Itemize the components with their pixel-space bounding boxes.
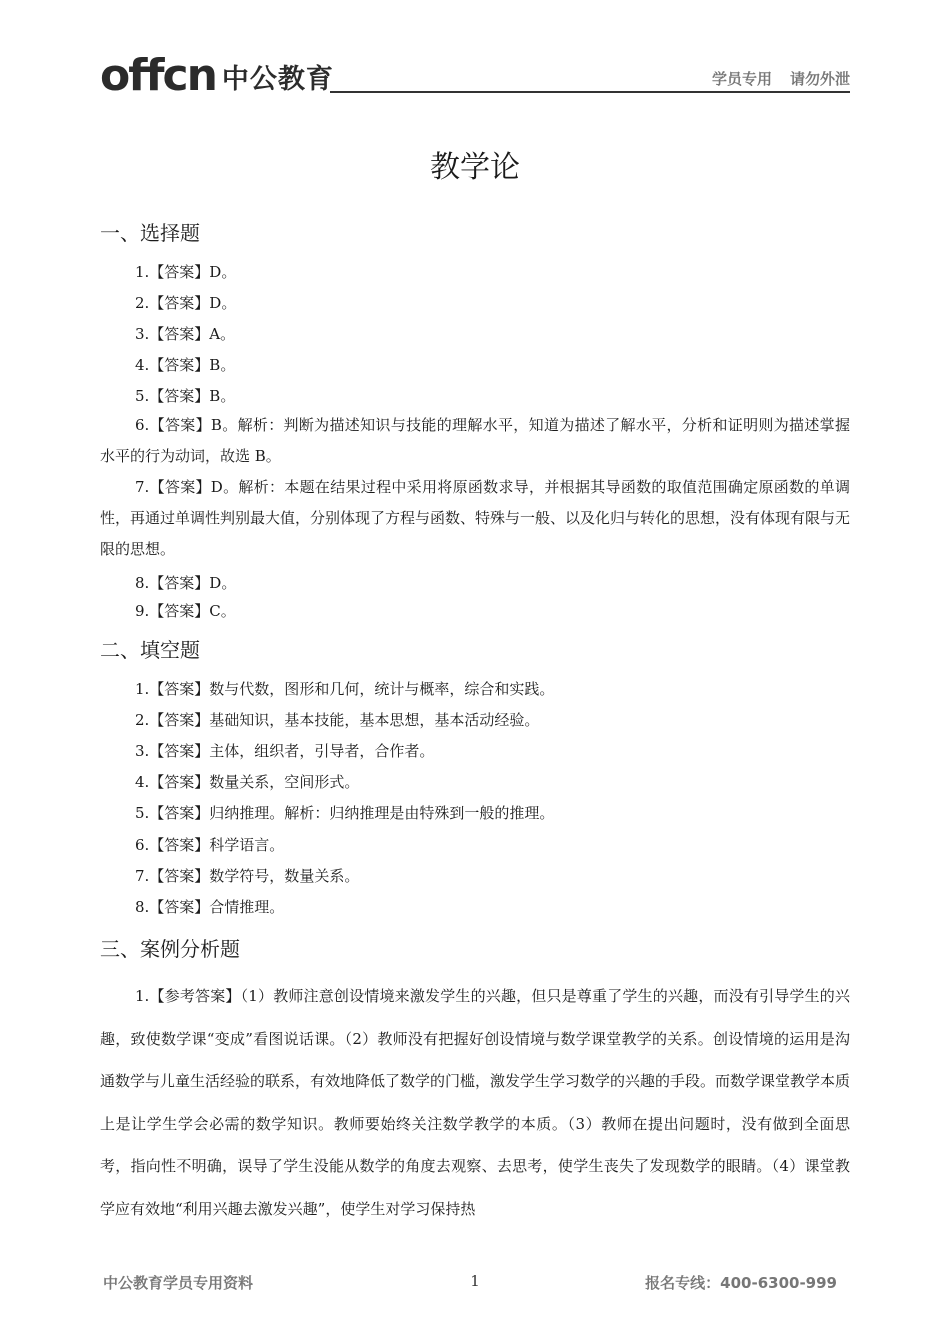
answer-line: 3.【答案】主体，组织者，引导者，合作者。: [135, 742, 435, 760]
logo-wordmark: offcn: [100, 50, 216, 101]
page-title: 教学论: [430, 150, 520, 185]
header-note: [712, 68, 850, 89]
footer-label: 中公教育学员专用资料: [103, 1274, 254, 1292]
answer-line: 4.【答案】B。: [135, 356, 236, 374]
answer-paragraph: 6.【答案】B。解析：判断为描述知识与技能的理解水平，知道为描述了解水平，分析和证明则为描述掌握水平的行为动词，故选 B。: [100, 416, 850, 465]
answer-line: 3.【答案】A。: [135, 325, 236, 343]
answer-line: 5.【答案】归纳推理。解析：归纳推理是由特殊到一般的推理。: [135, 804, 555, 822]
answer-line: 1.【答案】D。: [135, 263, 237, 281]
answer-line: 8.【答案】合情推理。: [135, 898, 285, 916]
footer-hotline: 报名专线：400-6300-999: [645, 1274, 837, 1292]
answer-line: 9.【答案】C。: [135, 602, 236, 620]
answer-line: 8.【答案】D。: [135, 574, 237, 592]
page-number: 1: [470, 1272, 480, 1290]
answer-line: 2.【答案】D。: [135, 294, 237, 312]
answer-line: 2.【答案】基础知识，基本技能，基本思想，基本活动经验。: [135, 711, 540, 729]
answer-line: 5.【答案】B。: [135, 387, 236, 405]
logo-chinese-name: 中公教育: [221, 63, 334, 95]
case-answer-paragraph: 1.【参考答案】（1）教师注意创设情境来激发学生的兴趣，但只是尊重了学生的兴趣，而没有引导学生的兴趣，致使数学课“变成”看图说话课。（2）教师没有把握好创设情境与数学课堂教学的关系。创设情境的运用是沟通数学与儿童生活经验的联系，有效地降低了数学的门槛，激发学生学习数学的兴趣的手段。而数学课堂教学本质上是让学生学会必需的数学知识。教师要始终关注数学教学的本质。（3）教师在提出问题时，没有做到全面思考，指向性不明确，误导了学生没能从数学的角度去观察、去思考，使学生丧失了发现数学的眼睛。（4）课堂教学应有效地“利用兴趣去激发兴趣”，使学生对学习保持热: [100, 987, 851, 1218]
section-heading-case-analysis: 三、案例分析题: [100, 937, 240, 961]
section-heading-choice: 一、选择题: [100, 221, 200, 245]
section-heading-fill-blank: 二、填空题: [100, 638, 200, 662]
answer-paragraph: 7.【答案】D。解析：本题在结果过程中采用将原函数求导，并根据其导函数的取值范围确定原函数的单调性，再通过单调性判别最大值，分别体现了方程与函数、特殊与一般、以及化归与转化的思想，没有体现有限与无限的思想。: [100, 478, 851, 558]
header-note-do-not-leak: 请勿外泄: [789, 70, 850, 88]
answer-line: 7.【答案】数学符号，数量关系。: [135, 867, 360, 885]
answer-line: 6.【答案】科学语言。: [135, 836, 285, 854]
logo: [100, 52, 334, 100]
answer-line: 4.【答案】数量关系，空间形式。: [135, 773, 360, 791]
answer-line: 1.【答案】数与代数，图形和几何，统计与概率，综合和实践。: [135, 680, 555, 698]
header-divider: [330, 91, 850, 93]
header-note-students-only: 学员专用: [711, 70, 772, 88]
